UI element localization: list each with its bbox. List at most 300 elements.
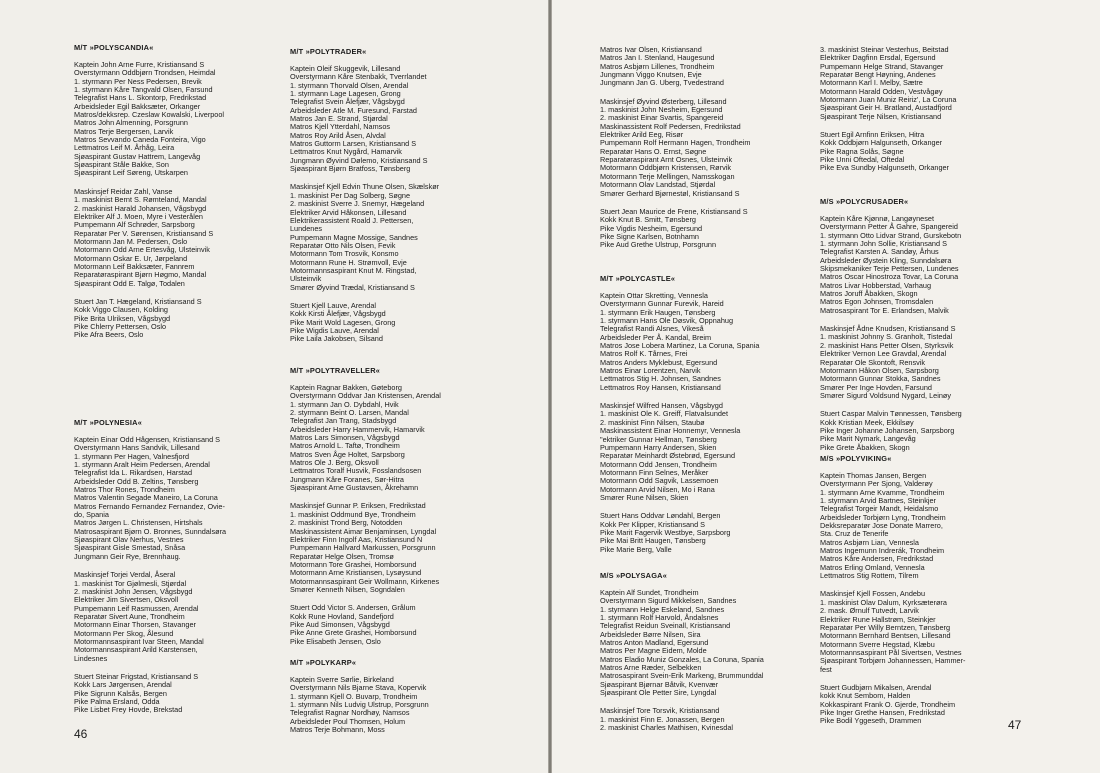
crew-line: Matros Kåre Andersen, Fredrikstad: [820, 554, 934, 564]
crew-line: Sjøaspirant Ole Petter Sire, Lyngdal: [600, 688, 717, 698]
crew-line: Sjøaspirant Leif Søreng, Utskarpen: [74, 168, 188, 178]
crew-line: Telegrafist Hans L. Skontorp, Fredrikstad: [74, 93, 207, 103]
ship-title: M/T »POLYNESIA«: [74, 418, 143, 427]
crew-line: 1. maskinist Johnny S. Granholt, Tistedal: [820, 332, 953, 342]
crew-line: Smører Sigurd Voldsund Nygard, Leinøy: [820, 390, 951, 400]
right-page: [552, 0, 1100, 773]
crew-group: [290, 502, 520, 594]
crew-line: Telegrafist Reidun Sveinall, Kristiansand: [600, 621, 731, 631]
crew-line: Motormann Arne Kristiansen, Lysøysund: [290, 568, 422, 578]
crew-line: Arbeidsleder Egil Bakksæter, Orkanger: [74, 101, 201, 111]
crew-line: Kokk Knut B. Smitt, Tønsberg: [600, 215, 696, 225]
crew-line: Maskinsjef Kjell Fossen, Andebu: [820, 589, 926, 599]
crew-line: Kokkaspirant Frank O. Gjerde, Trondheim: [820, 699, 956, 709]
crew-line: 1. styrmann Nils Ludvig Ulstrup, Porsgrunn: [290, 700, 429, 710]
crew-line: Reparatør Per V. Sørensen, Kristiansand S: [74, 228, 214, 238]
crew-line: Motormannsaspirant Pål Sivertsen, Vestnes: [820, 647, 962, 657]
crew-line: Pike Unni Oftedal, Oftedal: [820, 155, 905, 165]
ship-title: M/S »POLYVIKING«: [820, 454, 892, 463]
crew-line: Maskinassistent Einar Honnemyr, Vennesla: [600, 426, 741, 436]
crew-group: [74, 673, 304, 715]
crew-group: [820, 46, 1050, 121]
crew-line: Motormann Jan M. Pedersen, Oslo: [74, 236, 188, 246]
crew-line: Stuert Hans Oddvar Løndahl, Bergen: [600, 511, 721, 521]
crew-line: Overstyrmann Gunnar Furevik, Hareid: [600, 299, 724, 309]
ship-polytrader: [290, 47, 520, 354]
crew-line: 1. styrmann Per Ness Pedersen, Brevik: [74, 76, 202, 86]
crew-line: Pike Sigrunn Kalsås, Bergen: [74, 688, 167, 698]
crew-group: [290, 183, 520, 291]
crew-line: Matros Erling Omland, Vennesla: [820, 562, 925, 572]
crew-line: Skipsmekaniker Terje Pettersen, Lundenes: [820, 264, 959, 274]
crew-group: [290, 676, 520, 734]
crew-line: Kaptein Thomas Jansen, Bergen: [820, 471, 927, 480]
crew-line: Smører Gerhard Bjørnestøl, Kristiansand S: [600, 188, 740, 198]
crew-group: [820, 472, 1050, 580]
crew-line: 1. maskinist John Nesheim, Egersund: [600, 105, 723, 115]
crew-line: Overstyrmann Oddbjørn Trondsen, Heimdal: [74, 68, 216, 78]
crew-line: Kokk Oddbjørn Halgunseth, Orkanger: [820, 138, 943, 148]
crew-line: Arbeidsleder Harry Hammervik, Hamarvik: [290, 424, 425, 434]
ship-title: M/S »POLYCRUSADER«: [820, 197, 909, 206]
crew-line: Motormann Tore Grashei, Homborsund: [290, 559, 417, 569]
crew-line: Motormann Einar Thorsen, Stavanger: [74, 620, 196, 630]
crew-line: 1. styrmann Hans Ole Døsvik, Oppnahug: [600, 316, 734, 326]
ship-title: M/T »POLYSCANDIA«: [74, 43, 154, 52]
ship-polycrusader: [820, 197, 1050, 462]
crew-line: Maskinsjef Tore Torsvik, Kristiansand: [600, 706, 720, 716]
ship-polyscandia: [74, 43, 304, 350]
crew-line: Pike Laila Jakobsen, Silsand: [290, 334, 383, 344]
crew-line: Sjøaspirant Odd E. Talgø, Todalen: [74, 278, 185, 288]
crew-line: Pike Aud Grethe Ulstrup, Porsgrunn: [600, 240, 716, 250]
crew-line: Pumpemann Rolf Hermann Hagen, Trondheim: [600, 138, 751, 148]
crew-line: 1. styrmann Rolf Harvold, Åndalsnes: [600, 613, 719, 623]
crew-line: Matrosaspirant Svein-Erik Markeng, Brummunddal: [600, 671, 764, 681]
crew-group: [820, 131, 1050, 173]
crew-line: Arbeidsleder Per Å. Kandal, Breim: [600, 332, 712, 342]
crew-line: Maskinsjef Torjei Verdal, Åseral: [74, 570, 176, 580]
ship-polykarp-continued: [600, 46, 830, 260]
crew-line: 2. maskinist Sverre J. Snemyr, Hægeland: [290, 199, 425, 209]
crew-line: Motormannsaspirant Geir Wollmann, Kirkenes: [290, 576, 440, 586]
crew-line: Maskinsjef Gunnar P. Eriksen, Fredrikstad: [290, 501, 426, 511]
crew-line: Kaptein Sverre Sørlie, Birkeland: [290, 675, 394, 684]
crew-line: Motormann Juan Muniz Reiriz', La Coruna: [820, 95, 957, 105]
crew-line: Motormannsaspirant Knut M. Ringstad,: [290, 265, 417, 275]
crew-line: Telegrafist Randi Alsnes, Vikeså: [600, 324, 704, 334]
crew-line: Telegrafist Jan Trang, Stadsbygd: [290, 416, 397, 426]
crew-line: Pike Ragna Solås, Søgne: [820, 146, 904, 156]
crew-line: 1. styrmann Thorvald Olsen, Arendal: [290, 80, 409, 90]
crew-line: Matros Livar Hobberstad, Varhaug: [820, 280, 931, 290]
crew-line: Pike Bodil Yggeseth, Drammen: [820, 716, 922, 726]
crew-group: [74, 298, 304, 340]
crew-line: 2. maskinist John Jensen, Vågsbygd: [74, 586, 193, 596]
crew-line: Matros Ole J. Berg, Oksvoll: [290, 458, 379, 468]
crew-line: Kaptein Ragnar Bakken, Gøteborg: [290, 383, 402, 392]
ship-polysaga: [600, 571, 830, 743]
crew-line: Pike Afra Beers, Oslo: [74, 330, 144, 340]
crew-line: Maskinsjef Kjell Edvin Thune Olsen, Skælskør: [290, 182, 440, 192]
crew-line: Dekksreparatør Jose Donate Marrero,: [820, 521, 943, 531]
crew-line: Matros Jan E. Strand, Stjørdal: [290, 114, 388, 124]
crew-line: Elektriker Alf J. Moen, Myre i Vesterålen: [74, 211, 203, 221]
crew-line: Overstyrmann Oddvar Jan Kristensen, Arendal: [290, 391, 441, 401]
crew-line: Motormann Rune H. Strømvoll, Evje: [290, 257, 407, 267]
crew-line: 1. maskinist Ole K. Greiff, Flatvalsundet: [600, 409, 729, 419]
crew-group: [290, 604, 520, 646]
crew-group: [600, 707, 830, 732]
crew-line: Jungmann Jan G. Uberg, Tvedestrand: [600, 78, 724, 88]
crew-line: Kokk Viggo Clausen, Kolding: [74, 305, 168, 315]
crew-line: Pumpemann Hallvard Markussen, Porsgrunn: [290, 543, 436, 553]
crew-line: Stuert Gudbjørn Mikalsen, Arendal: [820, 682, 932, 692]
crew-line: Pike Inger Grethe Hansen, Fredrikstad: [820, 707, 945, 717]
ship-polynesia: [74, 418, 304, 725]
ship-title: M/T »POLYKARP«: [290, 658, 357, 667]
crew-line: Arbeidsleder Odd B. Zeltins, Tønsberg: [74, 476, 199, 486]
crew-line: Reparatør Per Willy Berntzen, Tønsberg: [820, 622, 951, 632]
crew-line: Overstyrmann Sigurd Mikkelsen, Sandnes: [600, 596, 737, 606]
crew-group: [74, 571, 304, 663]
crew-line: Kaptein Kåre Kjønnø, Langøyneset: [820, 214, 934, 223]
crew-line: Lundenes: [290, 224, 323, 234]
crew-line: Kokk Kirsti Ålefjær, Vågsbygd: [290, 309, 386, 319]
crew-line: Motormannsaspirant Arild Karstensen,: [74, 645, 198, 655]
crew-line: Maskinsjef Ådne Knudsen, Kristiansand S: [820, 324, 956, 334]
crew-line: Matros Ingemunn Indrerák, Trondheim: [820, 546, 945, 556]
crew-line: Pike Lisbet Frey Hovde, Brekstad: [74, 705, 183, 715]
crew-line: Telegrafist Torgeir Mandt, Heidalsmo: [820, 504, 939, 514]
crew-line: Stuert Jan T. Hægeland, Kristiansand S: [74, 296, 202, 306]
ship-title: M/T »POLYTRADER«: [290, 47, 367, 56]
crew-line: Lettmatros Knut Nygård, Hamarvik: [290, 147, 402, 157]
crew-line: Sjøaspirant Torbjørn Johannessen, Hammer-: [820, 656, 966, 666]
crew-line: Reparatør Meinhardt Østebrød, Egersund: [600, 451, 736, 461]
crew-line: 1. maskinist Per Dag Solberg, Søgne: [290, 190, 411, 200]
crew-line: 2. mask. Ørnulf Tutvedt, Larvik: [820, 606, 919, 616]
crew-line: 2. maskinist Charles Mathisen, Kvinesdal: [600, 723, 734, 733]
crew-line: Arbeidsleder Øystein Kling, Sunndalsøra: [820, 255, 952, 265]
crew-line: 1. styrmann Kåre Tangvald Olsen, Farsund: [74, 85, 213, 95]
crew-line: 2. maskinist Finn Nilsen, Staubø: [600, 417, 705, 427]
crew-line: Motormann Karl I. Melby, Sætre: [820, 78, 923, 88]
crew-line: 1. maskinist Olav Dalum, Kyrksæterøra: [820, 597, 947, 607]
crew-line: Reparatør Otto Nils Olsen, Fevik: [290, 240, 396, 250]
crew-line: 1. styrmann Jan O. Dybdahl, Hvik: [290, 399, 399, 409]
crew-line: Smører Øyvind Trædal, Kristiansand S: [290, 282, 415, 292]
crew-line: Pike Grete Åbakken, Skogn: [820, 442, 910, 452]
crew-line: Jungmann Kåre Foranes, Sør-Hitra: [290, 474, 404, 484]
crew-line: Pike Wigdis Lauve, Arendal: [290, 325, 379, 335]
crew-line: Maskinsjef Reidar Zahl, Vanse: [74, 186, 173, 196]
crew-line: Pike Anne Grete Grashei, Homborsund: [290, 628, 417, 638]
crew-line: 1. maskinist Finn E. Jonassen, Bergen: [600, 714, 725, 724]
crew-line: Sjøaspirant Olav Nerhus, Vestnes: [74, 535, 184, 545]
crew-line: Maskinassistent Aimar Benjaminsen, Lyngdal: [290, 526, 437, 536]
left-page: [0, 0, 548, 773]
crew-line: Matros Per Magne Eidem, Molde: [600, 646, 707, 656]
crew-line: Matros Jørgen L. Christensen, Hirtshals: [74, 518, 203, 528]
crew-line: Matros Eladio Muniz Gonzales, La Coruna, Spania: [600, 654, 764, 664]
crew-group: [820, 410, 1050, 452]
crew-line: 1. styrmann Arne Kvamme, Trondheim: [820, 487, 945, 497]
crew-group: [74, 188, 304, 288]
crew-line: Reparatør Helge Olsen, Tromsø: [290, 551, 394, 561]
crew-line: 1. styrmann John Sollie, Kristiansand S: [820, 239, 947, 249]
crew-group: [290, 384, 520, 492]
crew-line: Motormann Håkon Olsen, Sarpsborg: [820, 365, 939, 375]
crew-line: Elektriker Arild Eeg, Risør: [600, 130, 684, 140]
crew-line: Matros John Almenning, Porsgrunn: [74, 118, 188, 128]
crew-line: Pike Marie Berg, Valle: [600, 544, 672, 554]
crew-line: Sjøaspirant Gustav Hattrem, Langevåg: [74, 151, 201, 161]
crew-line: Matros Lars Simonsen, Vågsbygd: [290, 433, 400, 443]
crew-line: Motormann Oskar E. Ur, Jørpeland: [74, 253, 188, 263]
crew-line: 1. styrmann Erik Haugen, Tønsberg: [600, 307, 716, 317]
crew-line: Lettmatros Stig H. Johnsen, Sandnes: [600, 374, 721, 384]
crew-line: 2. maskinist Hans Petter Olsen, Styrksvik: [820, 340, 954, 350]
crew-line: Arbeidsleder Atle M. Furesund, Farstad: [290, 105, 417, 115]
crew-line: Sjøaspirant Bjørnar Båtvik, Kvenvær: [600, 679, 719, 689]
crew-line: Matros Terje Bergersen, Larvik: [74, 126, 174, 136]
crew-line: Sjøaspirant Ståle Bakke, Son: [74, 160, 169, 170]
crew-line: Kokk Rune Hovland, Sandefjord: [290, 611, 394, 621]
crew-line: Matrosaspirant Tor E. Erlandsen, Malvik: [820, 305, 949, 315]
crew-line: Pike Elisabeth Jensen, Oslo: [290, 636, 381, 646]
crew-line: Maskinassistent Rolf Pedersen, Fredrikstad: [600, 121, 741, 131]
page-number: 46: [74, 727, 88, 741]
crew-line: Reparatør Hans O. Ernst, Søgne: [600, 146, 707, 156]
crew-line: Stuert Kjell Lauve, Arendal: [290, 300, 376, 310]
crew-line: Matros Oscar Hinostroza Tovar, La Coruna: [820, 272, 959, 282]
crew-group: [290, 65, 520, 173]
crew-line: Elektriker Vernon Lee Gravdal, Arendal: [820, 349, 947, 359]
crew-line: Elektriker Jim Sivertsen, Oksvoll: [74, 595, 179, 605]
crew-line: Pike Signe Karlsen, Botnhamn: [600, 231, 699, 241]
page-number: 47: [1008, 718, 1022, 732]
crew-line: Matros Jose Lobera Martinez, La Coruna, Spania: [600, 341, 760, 351]
crew-line: Telegrafist Svein Ålefjær, Vågsbygd: [290, 97, 405, 107]
crew-line: Matros Einar Lorentzen, Narvik: [600, 366, 701, 376]
crew-line: Pike Chlerry Pettersen, Oslo: [74, 321, 167, 331]
crew-line: Overstyrmann Per Sjong, Valderøy: [820, 479, 933, 489]
crew-line: Reparatør Bengt Høyning, Andenes: [820, 70, 936, 80]
crew-line: Stuert Jean Maurice de Frene, Kristiansand S: [600, 206, 748, 216]
crew-line: Matros Sven Åge Holtet, Sarpsborg: [290, 449, 405, 459]
crew-line: Lettmatros Toralf Husvik, Fosslandsosen: [290, 466, 422, 476]
ship-title: M/T »POLYCASTLE«: [600, 274, 676, 283]
crew-line: Sjøaspirant Geir H. Bratland, Austadfjord: [820, 103, 952, 113]
crew-line: Pumpemann Alf Schrøder, Sarpsborg: [74, 220, 195, 230]
crew-line: Matros Thor Rones, Trondheim: [74, 485, 175, 495]
crew-line: Reparatør Sivert Aune, Trondheim: [74, 611, 185, 621]
crew-line: 2. maskinist Einar Svartis, Spangereid: [600, 113, 724, 123]
crew-group: [820, 215, 1050, 315]
crew-line: Motormann Bernhard Bentsen, Lillesand: [820, 631, 951, 641]
crew-line: Sjøaspirant Arne Gustavsen, Åkrehamn: [290, 483, 419, 493]
crew-line: Motormann Olav Landstad, Stjørdal: [600, 180, 716, 190]
crew-line: Motormann Terje Mellingen, Namsskogan: [600, 171, 735, 181]
crew-line: Jungmann Viggo Knutsen, Evje: [600, 70, 702, 80]
crew-line: Matros Guttorm Larsen, Kristiansand S: [290, 139, 417, 149]
crew-group: [820, 590, 1050, 673]
crew-line: Matros Kjell Ytterdahl, Namsos: [290, 122, 391, 132]
crew-line: Overstyrmann Hans Sandvik, Lillesand: [74, 443, 200, 453]
crew-line: Ulsteinvik: [290, 274, 322, 284]
crew-line: Telegrafist Ragnar Nordhøy, Namsos: [290, 708, 410, 718]
crew-line: Pumpemann Harry Andersen, Skien: [600, 442, 717, 452]
crew-group: [74, 61, 304, 178]
crew-line: Sjøaspirant Terje Nilsen, Kristiansand: [820, 111, 942, 121]
crew-line: Sta. Cruz de Tenerife: [820, 529, 889, 539]
crew-line: Elektrikerassistent Roald J. Pettersen,: [290, 215, 414, 225]
crew-line: Lettmatros Roy Hansen, Kristiansand: [600, 382, 721, 392]
crew-line: Maskinsjef Wilfred Hansen, Vågsbygd: [600, 401, 723, 411]
crew-line: Matros Arne Ræder, Selbekken: [600, 663, 702, 673]
crew-line: Motormannsaspirant Ivar Steen, Mandal: [74, 636, 204, 646]
crew-line: Pumpemann Helge Strand, Stavanger: [820, 61, 944, 71]
crew-line: Motormann Tom Trosvik, Konsmo: [290, 249, 399, 259]
crew-group: [74, 436, 304, 561]
crew-line: Motormann Sverre Hegstad, Klæbu: [820, 639, 935, 649]
crew-line: Pumpemann Leif Rasmussen, Arendal: [74, 603, 199, 613]
crew-line: Matrosaspirant Bjørn O. Bronnes, Sunndalsøra: [74, 526, 227, 536]
crew-line: Jungmann Geir Rye, Brennhaug.: [74, 551, 181, 561]
crew-line: Pumpemann Magne Mossige, Sandnes: [290, 232, 418, 242]
crew-line: 1. maskinist Oddmund Bye, Trondheim: [290, 509, 416, 519]
ship-title: M/S »POLYSAGA«: [600, 571, 668, 580]
crew-line: Matros Anders Myklebust, Egersund: [600, 357, 718, 367]
crew-line: Reparatøraspirant Arnt Osnes, Ulsteinvik: [600, 155, 733, 165]
crew-group: [600, 46, 830, 88]
crew-group: [600, 208, 830, 250]
crew-line: Motormann Gunnar Stokka, Sandnes: [820, 374, 941, 384]
crew-line: Matros Jan I. Stenland, Haugesund: [600, 53, 715, 63]
crew-line: Lindesnes: [74, 653, 108, 663]
crew-group: [600, 402, 830, 502]
crew-line: Sjøaspirant Gisle Smestad, Snåsa: [74, 543, 186, 553]
crew-line: Matros Asbjørn Lian, Vennesla: [820, 537, 919, 547]
crew-line: 1. styrmann Kjell O. Buvarp, Trondheim: [290, 691, 418, 701]
crew-line: Elektriker Rune Hallstrøm, Steinkjer: [820, 614, 936, 624]
crew-line: Telegrafist Karsten A. Sandøy, Århus: [820, 247, 939, 257]
crew-line: Motormann Arvid Nilsen, Mo i Rana: [600, 484, 715, 494]
crew-line: 2. styrmann Beint O. Larsen, Mandal: [290, 408, 409, 418]
crew-line: Kaptein Ottar Skretting, Vennesla: [600, 291, 708, 300]
crew-line: Motormann Leif Bakksæter, Fannrem: [74, 261, 195, 271]
crew-line: Reparatøraspirant Bjørn Høgmo, Mandal: [74, 270, 207, 280]
crew-line: Stuert Caspar Malvin Tønnessen, Tønsberg: [820, 409, 962, 419]
crew-line: Stuert Steinar Frigstad, Kristiansand S: [74, 671, 199, 681]
crew-group: [600, 98, 830, 198]
crew-line: Kokk Per Klipper, Kristiansand S: [600, 519, 706, 529]
crew-line: Pike Marit Wold Lagesen, Grong: [290, 317, 396, 327]
crew-line: Arbeidsleder Torbjørn Lyng, Trondheim: [820, 512, 946, 522]
crew-line: Motormann Per Skog, Ålesund: [74, 628, 174, 638]
crew-line: Pike Inger Johanne Johansen, Sarpsborg: [820, 425, 955, 435]
crew-line: Matros Egon Johnsen, Tromsdalen: [820, 297, 934, 307]
crew-line: Matros Valentin Segade Maneiro, La Coruna: [74, 493, 218, 503]
crew-line: 1. styrmann Aralt Heim Pedersen, Arendal: [74, 460, 210, 470]
crew-line: Elektriker Finn Ingolf Aas, Kristiansund N: [290, 534, 423, 544]
crew-group: [600, 292, 830, 392]
crew-line: Matros/dekksrep. Czeslaw Kowalski, Liverpool: [74, 110, 225, 120]
crew-line: 1. maskinist Tor Gjølmesli, Stjørdal: [74, 578, 187, 588]
crew-line: Smører Rune Nilsen, Skien: [600, 492, 689, 502]
crew-line: do, Spania: [74, 510, 109, 520]
crew-line: Matros Terje Bohmann, Moss: [290, 725, 385, 735]
crew-line: Motormann Odd Sagvik, Lassemoen: [600, 476, 719, 486]
crew-line: Matros Arnold L. Taftø, Trondheim: [290, 441, 400, 451]
crew-line: 1. styrmann Otto Lidvar Strand, Gurskebotn: [820, 230, 962, 240]
crew-line: Matros Ivar Olsen, Kristiansand: [600, 45, 702, 54]
crew-line: Pike Mai Britt Haugen, Tønsberg: [600, 536, 706, 546]
ship-polytraveller: [290, 366, 520, 656]
crew-line: Kaptein Alf Sundet, Trondheim: [600, 588, 699, 597]
crew-line: Matros Sevvando Caneda Fonteira, Vigo: [74, 135, 206, 145]
crew-line: Matros Rolf K. Tårnes, Frei: [600, 349, 688, 359]
crew-line: Pike Marit Nymark, Langevåg: [820, 434, 916, 444]
crew-line: 3. maskinist Steinar Vesterhus, Beitstad: [820, 45, 949, 54]
crew-line: Pike Palma Ersland, Odda: [74, 696, 160, 706]
crew-line: Arbeidsleder Poul Thomsen, Holum: [290, 716, 406, 726]
crew-line: Reparatør Ole Skontoft, Rensvik: [820, 357, 926, 367]
crew-line: kokk Knut Sembom, Halden: [820, 691, 911, 701]
crew-line: 1. styrmann Helge Eskeland, Sandnes: [600, 604, 725, 614]
crew-line: Kaptein Oleif Skuggevik, Lillesand: [290, 64, 401, 73]
crew-line: Matros Joruff Åbakken, Skogn: [820, 289, 918, 299]
crew-line: Motormann Harald Odden, Vestvågøy: [820, 86, 943, 96]
crew-line: Overstyrmann Kåre Stenbakk, Tverrlandet: [290, 72, 427, 82]
crew-line: Overstyrmann Nils Bjarne Stava, Kopervik: [290, 683, 427, 693]
crew-line: 1. styrmann Lage Lagesen, Grong: [290, 89, 401, 99]
crew-line: Sjøaspirant Bjørn Bratfoss, Tønsberg: [290, 164, 411, 174]
crew-line: 1. styrmann Arvid Bartnes, Steinkjer: [820, 496, 936, 506]
crew-line: Matros Asbjørn Lillenes, Trondheim: [600, 61, 715, 71]
crew-line: Smører Per Inge Hovden, Farsund: [820, 382, 932, 392]
crew-line: Kaptein John Arne Furre, Kristiansand S: [74, 60, 205, 69]
crew-line: Matros Fernando Fernandez Fernandez, Ovie-: [74, 501, 225, 511]
crew-line: 1. styrmann Per Hagen, Valnesfjord: [74, 451, 190, 461]
ship-polykarp: [290, 658, 520, 744]
crew-line: Pike Marit Fagervik Westbye, Sarpsborg: [600, 527, 731, 537]
crew-line: Lettmatros Stig Rottem, Tilrem: [820, 571, 919, 581]
crew-line: Kokk Kristian Meek, Ekkilsøy: [820, 417, 914, 427]
crew-line: Elektriker Dagfinn Ersdal, Egersund: [820, 53, 936, 63]
ship-polycastle: [600, 274, 830, 564]
crew-group: [290, 302, 520, 344]
crew-line: Pike Vigdis Nesheim, Egersund: [600, 223, 703, 233]
crew-line: Elektriker Arvid Håkonsen, Lillesand: [290, 207, 407, 217]
ship-polyviking: [820, 454, 1050, 736]
crew-line: 2. maskinist Trond Berg, Notodden: [290, 518, 403, 528]
crew-line: Matros Roy Arild Åsen, Alvdal: [290, 130, 386, 140]
crew-line: Smører Kenneth Nilsen, Sogndalen: [290, 584, 405, 594]
crew-line: Motormann Odd Jensen, Trondheim: [600, 459, 717, 469]
crew-line: Arbeidsleder Børre Nilsen, Sira: [600, 629, 701, 639]
crew-line: Stuert Odd Victor S. Andersen, Grålum: [290, 603, 416, 613]
crew-group: [600, 512, 830, 554]
crew-line: Matros Anton Madland, Egersund: [600, 638, 709, 648]
ship-title: M/T »POLYTRAVELLER«: [290, 366, 381, 375]
crew-line: 2. maskinist Harald Johansen, Vågsbygd: [74, 203, 207, 213]
crew-group: [820, 325, 1050, 400]
crew-line: fest: [820, 664, 832, 674]
crew-line: Pike Eva Sundby Halgunseth, Orkanger: [820, 163, 949, 173]
crew-line: Lettmatros Leif M. Århåg, Leira: [74, 143, 175, 153]
